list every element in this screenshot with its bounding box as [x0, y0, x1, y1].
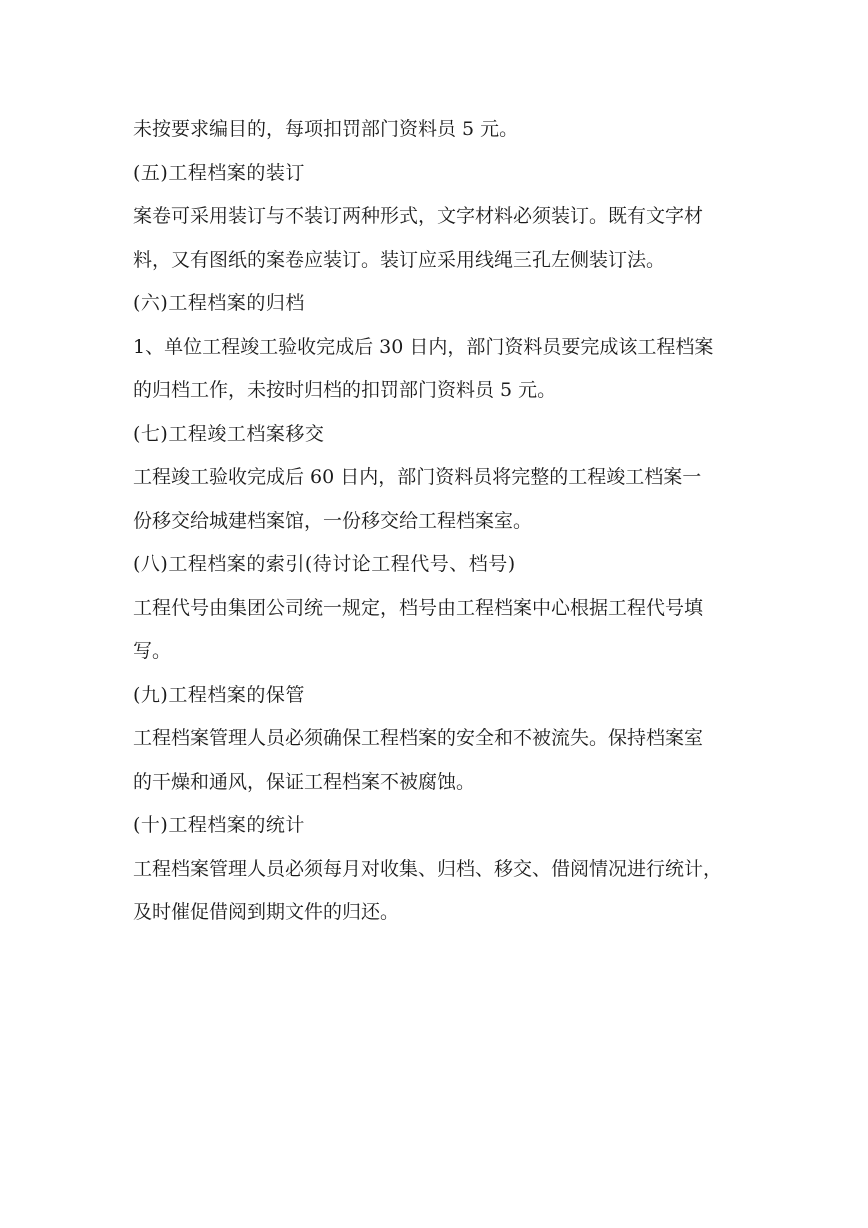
intro-line-1: 未按要求编目的，每项扣罚部门资料员 5 元。	[133, 118, 519, 140]
section-9-line-1: 工程档案管理人员必须确保工程档案的安全和不被流失。保持档案室	[133, 727, 704, 749]
section-10-line-2: 及时催促借阅到期文件的归还。	[133, 901, 400, 923]
section-7-heading: (七)工程竣工档案移交	[133, 422, 325, 445]
section-8-line-1: 工程代号由集团公司统一规定，档号由工程档案中心根据工程代号填	[133, 596, 704, 619]
section-7-line-1: 工程竣工验收完成后 60 日内，部门资料员将完整的工程竣工档案一	[133, 466, 702, 488]
section-7-line-2: 份移交给城建档案馆，一份移交给工程档案室。	[133, 509, 533, 532]
document-body	[133, 108, 743, 935]
section-6-heading: (六)工程档案的归档	[133, 292, 305, 314]
section-10-line-1: 工程档案管理人员必须每月对收集、归档、移交、借阅情况进行统计，	[133, 857, 723, 880]
section-9-heading: (九)工程档案的保管	[133, 683, 305, 706]
section-8-line-2: 写。	[133, 640, 172, 662]
section-5-heading: (五)工程档案的装订	[133, 161, 305, 184]
section-6-line-2: 的归档工作，未按时归档的扣罚部门资料员 5 元。	[133, 379, 557, 401]
section-10-heading: (十)工程档案的统计	[133, 814, 305, 836]
section-6-line-1: 1、单位工程竣工验收完成后 30 日内，部门资料员要完成该工程档案	[133, 335, 714, 358]
section-5-line-1: 案卷可采用装订与不装订两种形式，文字材料必须装订。既有文字材	[133, 205, 704, 227]
section-8-heading: (八)工程档案的索引(待讨论工程代号、档号)	[133, 553, 516, 575]
section-5-line-2: 料，又有图纸的案卷应装订。装订应采用线绳三孔左侧装订法。	[133, 248, 666, 271]
section-9-line-2: 的干燥和通风，保证工程档案不被腐蚀。	[133, 770, 476, 793]
